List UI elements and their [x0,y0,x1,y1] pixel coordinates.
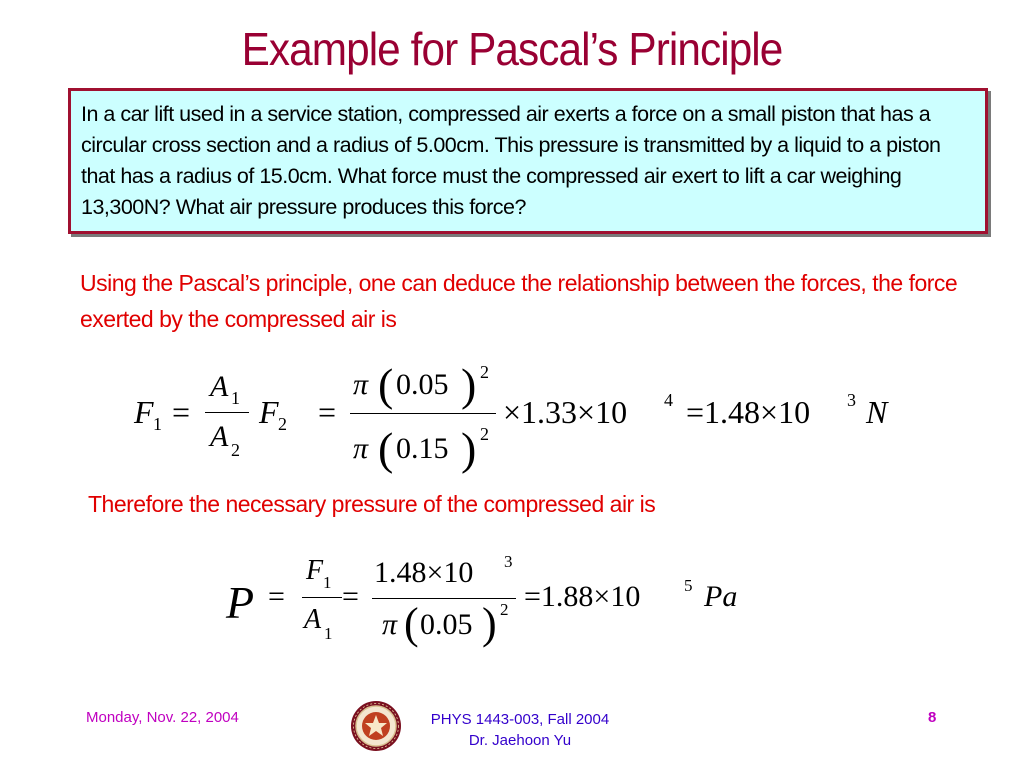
eq2-fraction-bar [302,597,342,598]
eq1-num-exp: 2 [480,362,489,382]
eq2-lparen: ( [404,599,419,648]
eq2-equals: = [268,580,285,613]
eq2-F1: F [306,555,324,586]
footer-date: Monday, Nov. 22, 2004 [86,709,239,726]
eq2-num-exp: 3 [504,552,513,571]
explanation-paragraph: Using the Pascal’s principle, one can deduce the relationship between the forces, the force exerted by the compressed air is [80,270,958,332]
eq2-unit: Pa [704,580,738,613]
eq2-equals-2: = [342,580,359,613]
eq1-multiplier: ×1.33×10 [503,394,628,430]
eq1-A2-sub: 2 [231,440,240,460]
eq1-A2: A [210,420,229,453]
footer-instructor: Dr. Jaehoon Yu [468,732,572,749]
pressure-paragraph: Therefore the necessary pressure of the compressed air is [88,491,656,517]
eq1-A1-sub: 1 [231,388,240,408]
page-number: 8 [928,709,937,726]
footer-course: PHYS 1443-003, Fall 2004 [430,711,610,728]
eq1-pi-den: π [353,432,369,465]
eq1-equals: = [172,394,191,430]
eq1-F1: F [134,394,154,430]
eq1-exp4: 4 [664,390,673,410]
eq2-numerator: 1.48×10 [374,556,474,589]
eq1-num-value: 0.05 [396,368,449,401]
problem-box [68,88,988,234]
eq2-den-exp: 2 [500,600,509,619]
eq1-result: =1.48×10 [686,394,811,430]
eq2-result: =1.88×10 [524,580,641,613]
eq1-fraction-bar-2 [350,413,496,414]
eq1-fraction-bar [205,412,249,413]
eq2-exp5: 5 [684,576,693,595]
eq2-A1: A [304,604,322,635]
problem-text: In a car lift used in a service station, compressed air exerts a force on a small piston that has a circular cross section and a radius of 5.00cm. This pressure is transmitted by a liquid to a piston that has a radius of 15.0cm. What force must the compressed air exert to lift a car weighing 13,300N? What air pressure produces this force? [81,102,941,219]
university-seal-icon [350,700,402,752]
eq1-exp3: 3 [847,390,856,410]
eq1-den-value: 0.15 [396,432,449,465]
slide-title: Example for Pascal’s Principle [241,23,783,75]
eq2-A1-sub: 1 [324,624,333,643]
eq2-pi-den: π [382,608,398,641]
eq1-unit: N [866,394,888,430]
eq1-rparen-num: ) [461,359,477,410]
eq1-rparen-den: ) [461,423,477,474]
eq1-lparen-num: ( [378,359,394,410]
eq1-F1-sub: 1 [153,414,162,434]
eq1-equals-2: = [318,394,337,430]
eq1-A1: A [210,370,229,403]
eq2-F1-sub: 1 [323,573,332,592]
eq1-F2: F [259,394,279,430]
eq1-lparen-den: ( [378,423,394,474]
eq2-den-value: 0.05 [420,608,473,641]
footer-course-info [402,709,638,751]
eq1-F2-sub: 2 [278,414,287,434]
eq2-P: P [226,577,255,628]
eq1-den-exp: 2 [480,424,489,444]
eq2-rparen: ) [482,599,497,648]
eq1-pi-num: π [353,368,369,401]
